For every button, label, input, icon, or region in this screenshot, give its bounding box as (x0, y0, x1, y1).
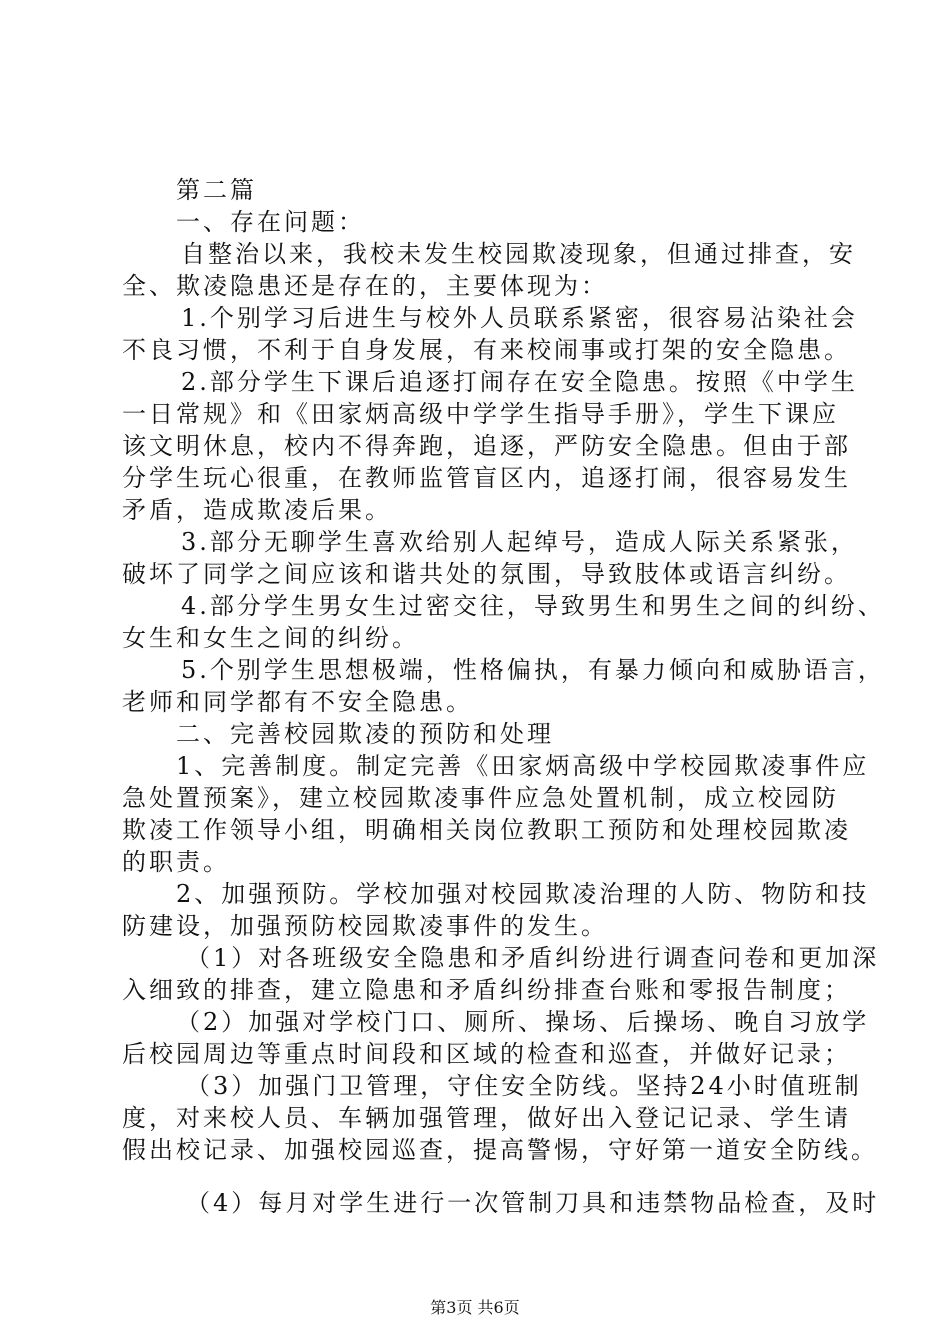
text-line: 假出校记录、加强校园巡查，提高警惕，守好第一道安全防线。 (122, 1136, 878, 1164)
text-line: 4.部分学生男女生过密交往，导致男生和男生之间的纠纷、 (181, 592, 885, 620)
text-line: 自整治以来，我校未发生校园欺凌现象，但通过排查，安 (181, 240, 856, 268)
text-line: 矛盾，造成欺凌后果。 (122, 496, 392, 524)
text-line: （2）加强对学校门口、厕所、操场、后操场、晚自习放学 (176, 1008, 870, 1036)
text-line: 3.部分无聊学生喜欢给别人起绰号，造成人际关系紧张， (181, 528, 858, 556)
text-line: 一日常规》和《田家炳高级中学学生指导手册》，学生下课应 (122, 400, 839, 428)
text-line: 1.个别学习后进生与校外人员联系紧密，很容易沾染社会 (181, 304, 858, 332)
heading-problems: 一、存在问题： (176, 208, 365, 236)
text-line: 后校园周边等重点时间段和区域的检查和巡查，并做好记录； (122, 1040, 851, 1068)
text-line: 入细致的排查，建立隐患和矛盾纠纷排查台账和零报告制度； (122, 976, 851, 1004)
text-line: 的职责。 (122, 848, 230, 876)
text-line: 度，对来校人员、车辆加强管理，做好出入登记记录、学生请 (122, 1104, 851, 1132)
text-line: 2.部分学生下课后追逐打闹存在安全隐患。按照《中学生 (181, 368, 858, 396)
text-line: 欺凌工作领导小组，明确相关岗位教职工预防和处理校园欺凌 (122, 816, 851, 844)
text-line: （3）加强门卫管理，守住安全防线。坚持24小时值班制 (186, 1072, 862, 1100)
page-footer: 第3页 共6页 (430, 1298, 520, 1317)
text-line: 2、加强预防。学校加强对校园欺凌治理的人防、物防和技 (176, 880, 870, 908)
text-line: （1）对各班级安全隐患和矛盾纠纷进行调查问卷和更加深 (186, 944, 880, 972)
section-title: 第二篇 (176, 176, 257, 204)
text-line: 分学生玩心很重，在教师监管盲区内，追逐打闹，很容易发生 (122, 464, 851, 492)
text-line: （4）每月对学生进行一次管制刀具和违禁物品检查，及时 (186, 1189, 880, 1217)
text-line: 1、完善制度。制定完善《田家炳高级中学校园欺凌事件应 (176, 752, 870, 780)
text-line: 破坏了同学之间应该和谐共处的氛围，导致肢体或语言纠纷。 (122, 560, 851, 588)
text-line: 防建设，加强预防校园欺凌事件的发生。 (122, 912, 608, 940)
text-line: 全、欺凌隐患还是存在的，主要体现为： (122, 272, 608, 300)
text-line: 急处置预案》，建立校园欺凌事件应急处置机制，成立校园防 (122, 784, 839, 812)
text-line: 老师和同学都有不安全隐患。 (122, 688, 473, 716)
text-line: 该文明休息，校内不得奔跑，追逐，严防安全隐患。但由于部 (122, 432, 851, 460)
text-line: 不良习惯，不利于自身发展，有来校闹事或打架的安全隐患。 (122, 336, 851, 364)
text-line: 女生和女生之间的纠纷。 (122, 624, 419, 652)
heading-prevention: 二、完善校园欺凌的预防和处理 (176, 720, 554, 748)
text-line: 5.个别学生思想极端，性格偏执，有暴力倾向和威胁语言， (181, 656, 885, 684)
